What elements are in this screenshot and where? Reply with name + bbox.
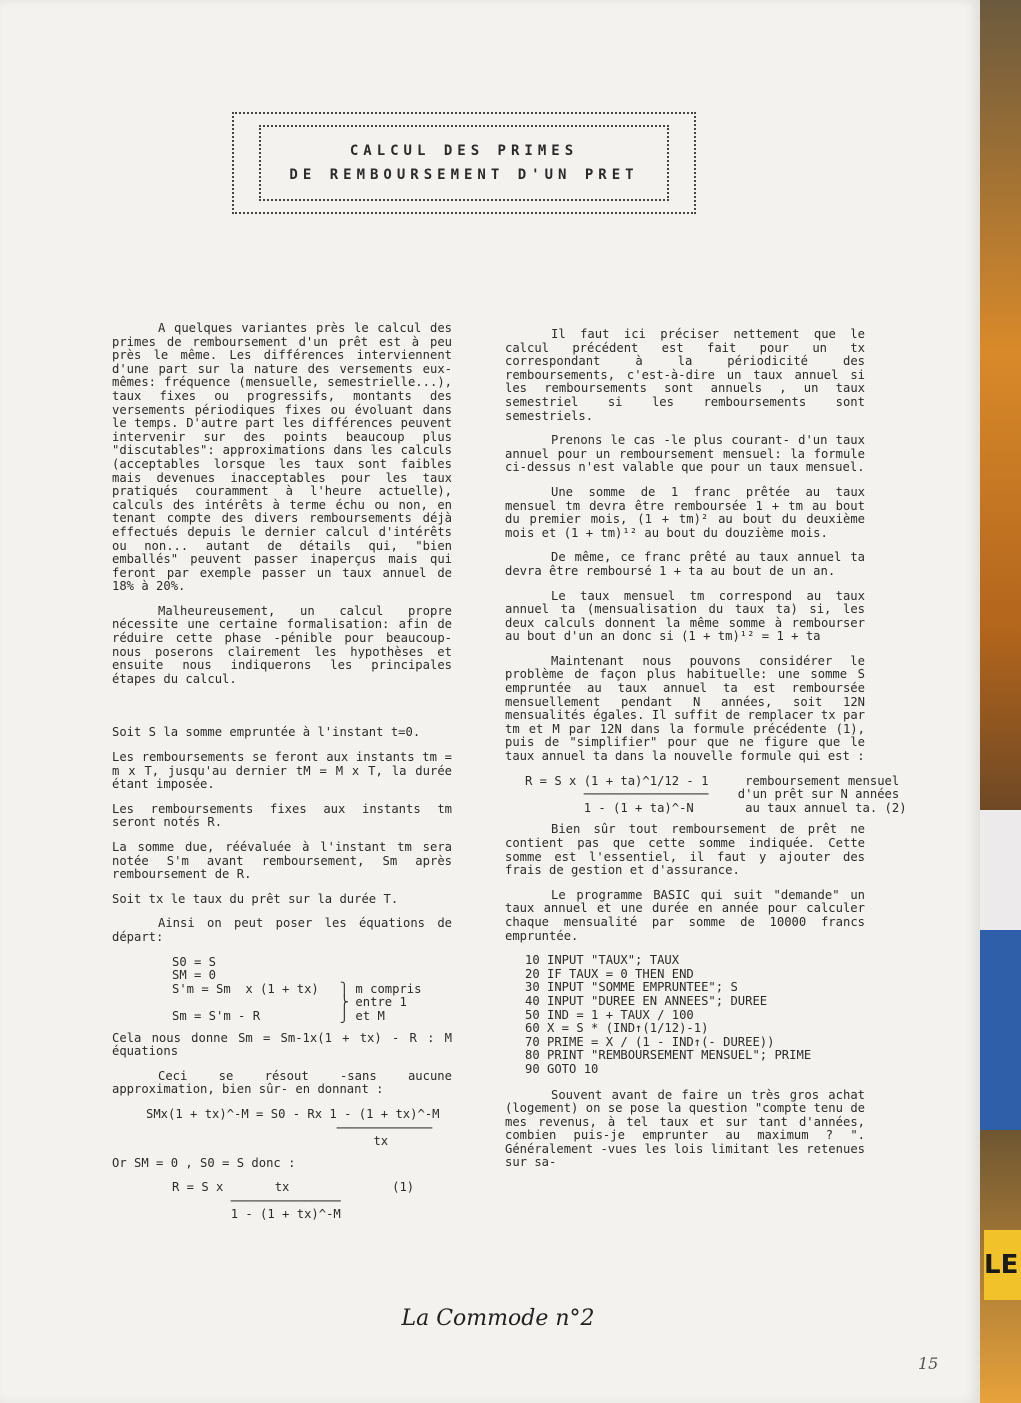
left-paragraph-7: Soit tx le taux du prêt sur la durée T. bbox=[112, 891, 399, 906]
title-inner-frame bbox=[259, 125, 668, 201]
left-paragraph-8: Ainsi on peut poser les équations de départ: bbox=[112, 916, 452, 944]
left-paragraph-2: Malheureusement, un calcul propre nécessite une certaine formalisation: afin de réduire cette phase -pénible pour beaucoup- nous poserons clairement les hypothèses et ensuite nous indiquerons les principales étapes du calcul. bbox=[112, 603, 452, 686]
left-paragraph-11: Or SM = 0 , S0 = S donc : bbox=[112, 1155, 296, 1170]
left-column bbox=[112, 322, 452, 1230]
right-column bbox=[505, 328, 865, 1181]
equation-1: R = S x tx (1) ─────────────── 1 - (1 + tx)^-M bbox=[172, 1180, 415, 1222]
left-paragraph-6: La somme due, réévaluée à l'instant tm sera notée S'm avant remboursement, Sm après remboursement de R. bbox=[112, 840, 452, 882]
magazine-brand: La Commode n°2 bbox=[401, 1306, 595, 1331]
right-paragraph-2: Prenons le cas -le plus courant- d'un taux annuel pour un remboursement mensuel: la formule ci-dessus n'est valable que pour un taux mensuel. bbox=[505, 433, 865, 475]
title-line-1: CALCUL DES PRIMES bbox=[349, 143, 579, 159]
book-edge bbox=[980, 0, 1021, 1403]
right-paragraph-9: Souvent avant de faire un très gros achat (logement) on se pose la question "compte tenu de mes revenus, à tel taux et sur tant d'années, combien puis-je emprunter au maximum ? ". Généralement -vues les lois limitant les retenues sur sa- bbox=[505, 1087, 865, 1170]
right-paragraph-4: De même, ce franc prêté au taux annuel ta devra être remboursé 1 + ta au bout de un an. bbox=[505, 550, 865, 578]
right-paragraph-5: Le taux mensuel tm correspond au taux annuel ta (mensualisation du taux ta) si, les deux calculs donnent la même somme à rembourser au bout d'un an donc si (1 + tm)¹² = 1 + ta bbox=[505, 588, 865, 644]
left-paragraph-4: Les remboursements se feront aux instants tm = m x T, jusqu'au dernier tM = M x T, la durée étant imposée. bbox=[112, 750, 452, 792]
left-paragraph-5: Les remboursements fixes aux instants tm seront notés R. bbox=[112, 801, 452, 830]
left-paragraph-3: Soit S la somme empruntée à l'instant t=0. bbox=[112, 725, 421, 740]
right-paragraph-7: Bien sûr tout remboursement de prêt ne contient pas que cette somme indiquée. Cette somme est l'essentiel, il faut y ajouter des frais de gestion et d'assurance. bbox=[505, 822, 865, 878]
right-paragraph-8: Le programme BASIC qui suit "demande" un taux annuel et une durée en année pour calculer chaque mensualité par somme de 10000 francs empruntée. bbox=[505, 887, 865, 943]
right-paragraph-6: Maintenant nous pouvons considérer le problème de façon plus habituelle: une somme S empruntée au taux annuel ta est remboursée mensuellement pendant N années, soit 12N mensualités égales. Il suffit de remplacer tx par tm et M par 12N dans la formule précédente (1), puis de "simplifier" pour que ne figure que le taux annuel ta dans la nouvelle formule qui est : bbox=[505, 653, 865, 764]
equation-2: R = S x (1 + ta)^1/12 - 1 remboursement ───────────────── d'un prêt sur N 1 - (1 + ta)^-N au taux annuel bbox=[525, 773, 848, 815]
book-edge-blue bbox=[980, 930, 1021, 1130]
right-paragraph-3: Une somme de 1 franc prêtée au taux mensuel tm devra être remboursée 1 + tm au bout du premier mois, (1 + tm)² au bout du deuxième mois et (1 + tm)¹² au bout du douzième mois. bbox=[505, 484, 865, 540]
basic-program: 10 INPUT "TAUX"; TAUX 20 IF TAUX = 0 THEN END 30 INPUT "SOMME EMPRUNTEE"; S 40 INPUT "DUREE EN ANNEES"; DUREE 50 IND = 1 + TAUX / 100 60 X = S * (IND↑(1/12)-1) 70 PRIME = X / (1 - IND↑(- DUREE)) 80 PRINT "REMBOURSEMENT MENSUEL"; PRIME 90 GOTO 10 bbox=[525, 953, 812, 1076]
left-paragraph-9: Cela nous donne Sm = Sm-1x(1 + tx) - R : M équations bbox=[112, 1030, 452, 1059]
left-paragraph-10: Ceci se résout -sans aucune approximation, bien sûr- en donnant : bbox=[112, 1068, 452, 1097]
title-frame bbox=[232, 112, 696, 214]
title-line-2: DE REMBOURSEMENT D'UN PRET bbox=[289, 167, 639, 183]
book-edge-label: LE bbox=[984, 1230, 1021, 1300]
equations-start: S0 = S SM = 0 S'm = Sm x (1 + tx) ⎫ m compris ⎬ entre 1 Sm = S'm - R ⎭ et M bbox=[172, 954, 422, 1023]
equation-solution: SMx(1 + tx)^-M = S0 - Rx 1 - (1 + tx)^-M ───────────── tx bbox=[146, 1106, 440, 1149]
book-edge-stripe bbox=[980, 810, 1021, 930]
left-paragraph-1: A quelques variantes près le calcul des primes de remboursement d'un prêt est à peu près le même. Les différences interviennent d'une part sur la nature des versements eux-mêmes: fréquence (mensuelle, semestrielle...), taux fixes ou progressifs, montants des versements périodiques fixes ou évoluant dans le temps. D'autre part les différences peuvent intervenir sur des points beaucoup plus "discutables": approximations dans les calculs (acceptables lorsque les taux sont faibles mais devenues inacceptables pour les taux pratiqués couramment à l'heure actuelle), calculs des intérêts à terme échu ou non, en tenant compte des divers remboursements déjà effectués depuis le dernier calcul d'intérêts ou non... autant de détails qui, "bien emballés" peuvent passer inaperçus mais qui feront par exemple passer un taux annuel de 18% à 20%. bbox=[112, 321, 452, 594]
page-number: 15 bbox=[918, 1354, 939, 1373]
right-paragraph-1: Il faut ici préciser nettement que le calcul précédent est fait pour un tx correspondant à la périodicité des remboursements, c'est-à-dire un taux annuel si les remboursements sont annuels , un taux semestriel si les remboursements sont semestriels. bbox=[505, 327, 865, 423]
